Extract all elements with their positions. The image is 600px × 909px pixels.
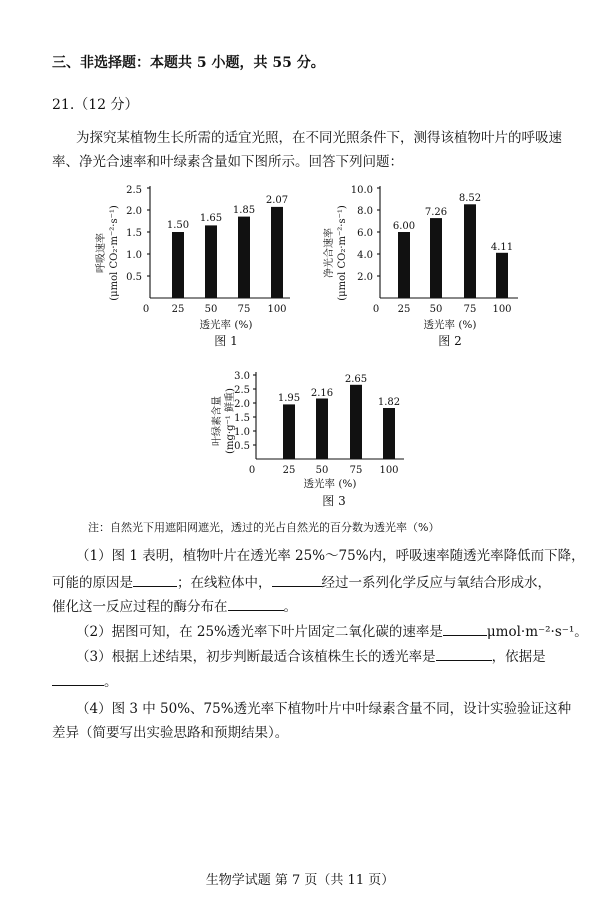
sub4-line2: 差异（简要写出实验思路和预期结果）。: [52, 725, 289, 741]
y-tick-labels: [351, 185, 373, 283]
x-tick-label: 100: [379, 465, 399, 476]
bar-value-label: 1.82: [377, 397, 401, 408]
x-tick-label: 50: [315, 465, 329, 476]
section-heading: 三、非选择题：本题共 5 小题，共 55 分。: [52, 55, 325, 71]
bar-50: [205, 225, 217, 298]
x-tick-label: 75: [463, 304, 477, 315]
y-axis-label-line1: 叶绿素含量: [212, 396, 223, 446]
answer-blank-4[interactable]: [443, 623, 487, 636]
sub2-unit: μmol·m⁻²·s⁻¹。: [486, 624, 588, 640]
origin-label: 0: [372, 304, 380, 315]
x-tick-label: 75: [349, 465, 363, 476]
figure-caption: 图 2: [438, 334, 462, 348]
sub2-line: [76, 620, 588, 640]
page-footer: 生物学试题 第 7 页（共 11 页）: [205, 873, 395, 888]
sub3-line2: [52, 670, 118, 690]
origin-label: 0: [248, 465, 256, 476]
y-tick-labels: [234, 371, 250, 452]
answer-blank-6[interactable]: [52, 673, 104, 686]
bar-value-label: 2.07: [265, 195, 289, 206]
figure-3-chart: [208, 366, 413, 510]
y-axis-label-line1: 净光合速率: [324, 228, 335, 278]
bar-value-label: 1.65: [199, 213, 223, 224]
figure-note: 注：自然光下用遮阳网遮光，透过的光占自然光的百分数为透光率（%）: [88, 521, 440, 534]
bar-value-label: 7.26: [424, 207, 448, 218]
y-tick-label: 0.5: [126, 272, 142, 283]
bar-value-label: 6.00: [392, 221, 416, 232]
sub1-text-e: 。: [283, 599, 297, 615]
bar-value-label: 4.11: [490, 242, 514, 253]
origin-label: 0: [142, 304, 150, 315]
bar-value-label: 1.50: [166, 220, 190, 231]
bar-25: [172, 232, 184, 298]
y-tick-label: 0.5: [234, 441, 250, 452]
x-tick-label: 50: [429, 304, 443, 315]
sub1-line1: （1）图 1 表明，植物叶片在透光率 25%～75%内，呼吸速率随透光率降低而下降，: [76, 548, 585, 564]
bar-value-label: 1.85: [232, 205, 256, 216]
sub1-line3: [52, 595, 297, 615]
y-axis-label-line2: (mg·g⁻¹ 鲜重): [225, 388, 236, 454]
y-axis-label-line2: (μmol CO₂·m⁻²·s⁻¹): [337, 205, 348, 301]
y-tick-label: 1.0: [126, 250, 142, 261]
sub2-text-a: （2）据图可知，在 25%透光率下叶片固定二氧化碳的速率是: [76, 624, 443, 640]
sub3-line1: [76, 645, 546, 665]
bar-25: [398, 232, 410, 298]
figure-1-chart: [90, 178, 295, 348]
sub1-text-c: 经过一系列化学反应与氧结合形成水，: [321, 575, 551, 591]
x-tick-label: 50: [204, 304, 218, 315]
y-tick-label: 2.0: [126, 206, 142, 217]
bar-value-label: 2.16: [310, 388, 334, 399]
x-tick-label: 25: [171, 304, 185, 315]
bar-50: [430, 218, 442, 298]
bar-25: [283, 404, 295, 459]
bar-100: [271, 207, 283, 298]
intro-line-2: 率、净光合速率和叶绿素含量如下图所示。回答下列问题：: [52, 154, 403, 170]
x-axis-label: 透光率 (%): [303, 478, 357, 490]
y-axis-label-line1: 呼吸速率: [96, 233, 107, 273]
sub4-line1: （4）图 3 中 50%、75%透光率下植物叶片中叶绿素含量不同，设计实验验证这种: [76, 701, 572, 717]
sub1-text-a: 可能的原因是: [52, 575, 133, 591]
y-axis-label-line2: (μmol CO₂·m⁻²·s⁻¹): [109, 205, 120, 301]
answer-blank-5[interactable]: [436, 648, 492, 661]
y-tick-label: 4.0: [357, 250, 373, 261]
figure-2-chart: [318, 178, 523, 348]
y-tick-label: 10.0: [350, 185, 373, 196]
y-tick-label: 2.5: [234, 385, 250, 396]
figure-caption: 图 1: [214, 334, 238, 348]
x-tick-label: 25: [282, 465, 296, 476]
answer-blank-1[interactable]: [133, 574, 177, 587]
bar-100: [496, 253, 508, 298]
intro-line-1: 为探究某植物生长所需的适宜光照，在不同光照条件下，测得该植物叶片的呼吸速: [76, 130, 562, 146]
y-tick-label: 2.5: [126, 185, 142, 196]
y-tick-label: 3.0: [234, 371, 250, 382]
question-number: 21.（12 分）: [52, 97, 139, 113]
x-axis-label: 透光率 (%): [199, 319, 253, 331]
sub1-text-d: 催化这一反应过程的酶分布在: [52, 599, 228, 615]
y-tick-label: 1.0: [234, 427, 250, 438]
bar-75: [350, 385, 362, 459]
answer-blank-2[interactable]: [272, 574, 322, 587]
x-tick-label: 75: [237, 304, 251, 315]
sub3-text-c: 。: [104, 674, 118, 690]
bar-100: [383, 408, 395, 459]
y-tick-label: 6.0: [357, 228, 373, 239]
bar-value-label: 1.95: [277, 393, 301, 404]
bar-75: [464, 204, 476, 298]
x-axis-label: 透光率 (%): [423, 319, 477, 331]
figure-caption: 图 3: [322, 494, 346, 508]
answer-blank-3[interactable]: [228, 598, 284, 611]
y-tick-label: 2.0: [234, 399, 250, 410]
y-tick-label: 1.5: [234, 413, 250, 424]
x-tick-label: 100: [492, 304, 512, 315]
sub3-text-b: ，依据是: [491, 649, 546, 665]
bar-value-label: 2.65: [344, 374, 368, 385]
bar-value-label: 8.52: [458, 193, 482, 204]
y-tick-label: 2.0: [357, 272, 373, 283]
x-tick-label: 100: [267, 304, 287, 315]
y-tick-label: 1.5: [126, 228, 142, 239]
y-tick-label: 8.0: [357, 206, 373, 217]
sub3-text-a: （3）根据上述结果，初步判断最适合该植株生长的透光率是: [76, 649, 436, 665]
bar-50: [316, 399, 328, 460]
x-tick-label: 25: [397, 304, 411, 315]
y-tick-labels: [126, 185, 142, 283]
bar-75: [238, 217, 250, 298]
sub1-line2: [52, 571, 551, 591]
sub1-text-b: ；在线粒体中，: [177, 575, 272, 591]
